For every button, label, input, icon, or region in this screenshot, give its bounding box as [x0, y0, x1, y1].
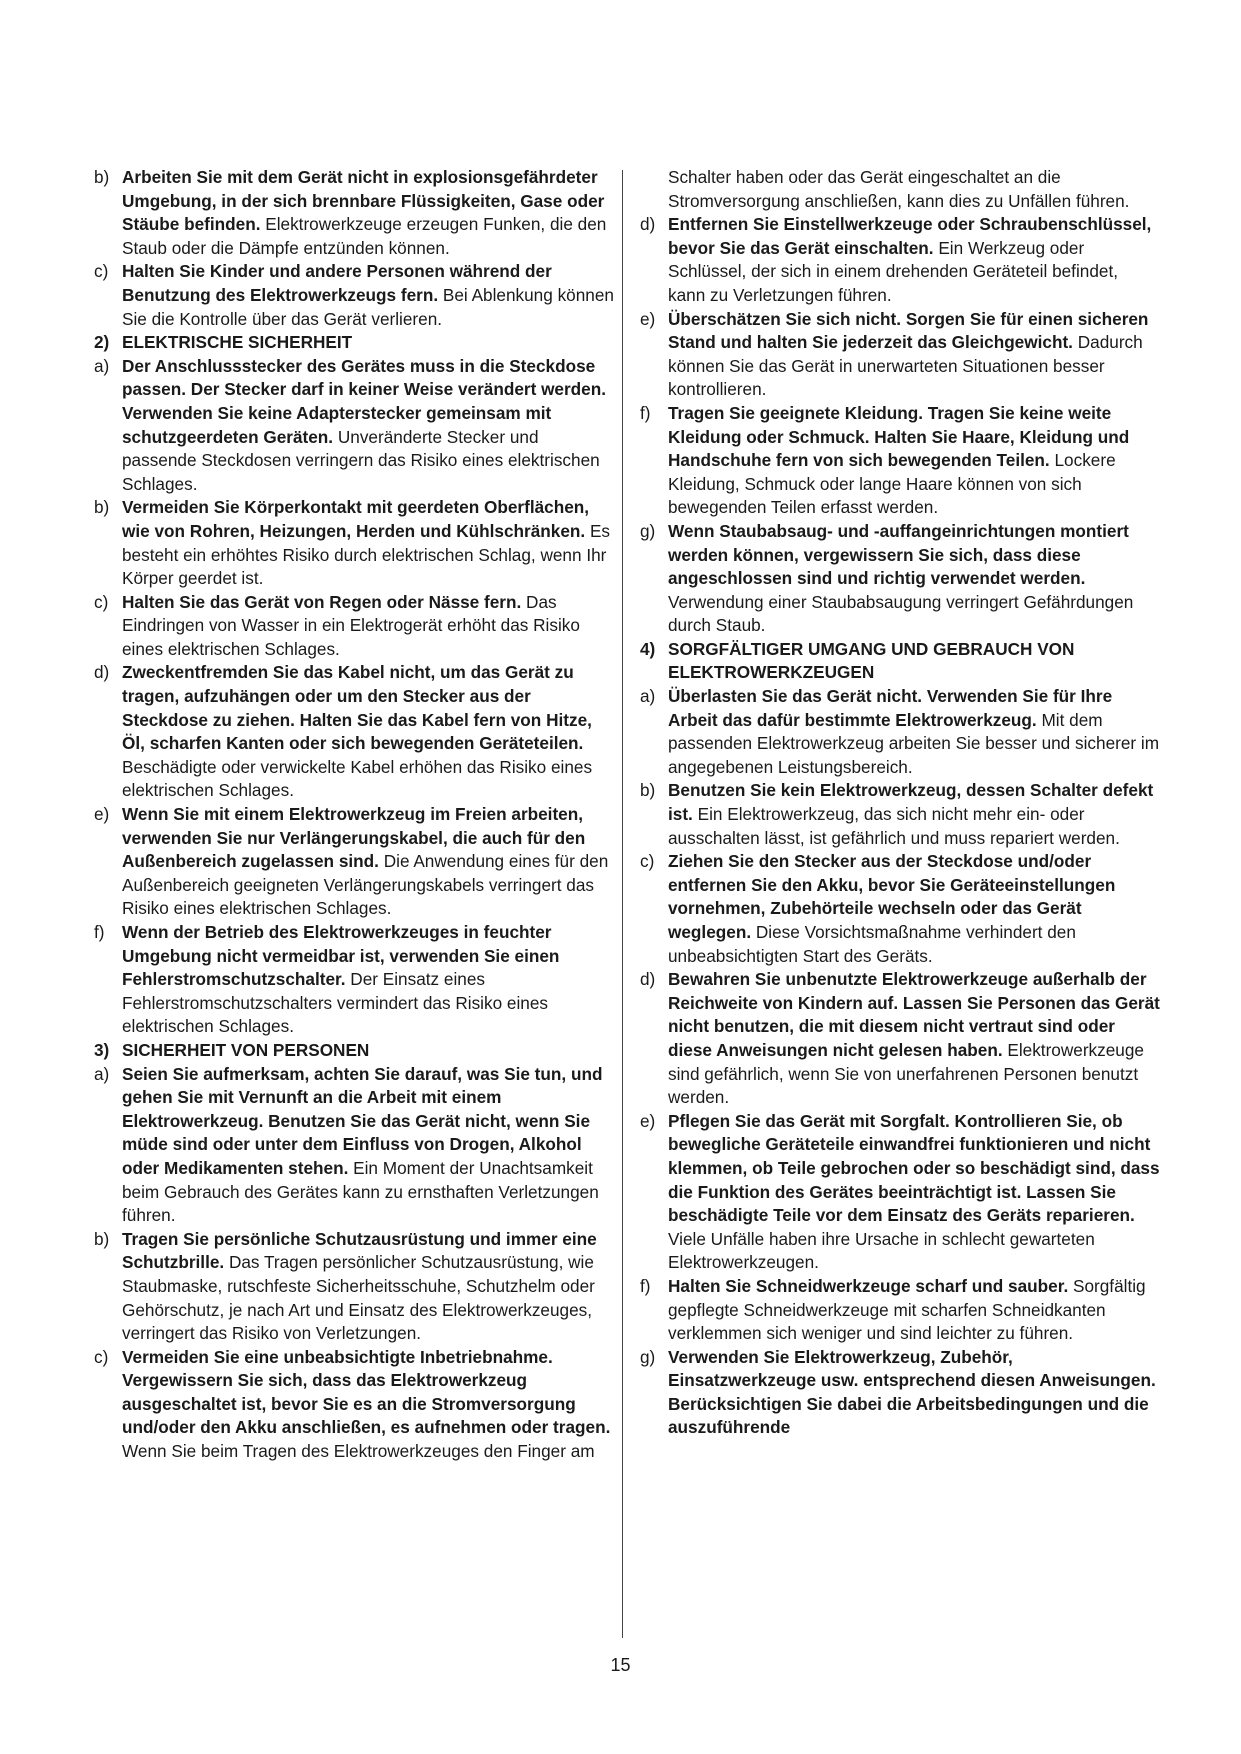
list-item	[94, 260, 614, 331]
item-explanation: Sorgfältig gepflegte Schneidwerkzeuge mit scharfen Schneidkanten verklemmen sich weniger und sind leichter zu führen.	[668, 1275, 1146, 1344]
item-warning: Verwenden Sie Elektrowerkzeug, Zubehör, Einsatzwerkzeuge usw. entsprechend diesen Anweisungen. Berücksichtigen Sie dabei die Arbeitsbedingungen und die auszuführende	[668, 1346, 1156, 1438]
item-body	[122, 355, 614, 497]
item-explanation: Diese Vorsichtsmaßnahme verhindert den unbeabsichtigten Start des Geräts.	[668, 922, 1076, 966]
item-marker: g)	[640, 1346, 656, 1367]
item-explanation: Das Eindringen von Wasser in ein Elektrogerät erhöht das Risiko eines elektrischen Schlages.	[122, 591, 580, 659]
list-item	[640, 213, 1160, 307]
list-item	[94, 803, 614, 921]
item-marker: c)	[94, 1346, 109, 1367]
item-explanation: Dadurch können Sie das Gerät in unerwarteten Situationen besser kontrollieren.	[668, 332, 1143, 400]
list-item	[94, 1228, 614, 1346]
list-item	[94, 921, 614, 1039]
item-warning: Überschätzen Sie sich nicht. Sorgen Sie für einen sicheren Stand und halten Sie jederzeit das Gleichgewicht.	[668, 308, 1149, 353]
item-explanation: Der Einsatz eines Fehlerstromschutzschalters vermindert das Risiko eines elektrischen Schlages.	[122, 969, 549, 1037]
item-warning: Tragen Sie persönliche Schutzausrüstung und immer eine Schutzbrille.	[122, 1228, 597, 1273]
item-marker: e)	[640, 308, 656, 329]
item-marker: b)	[640, 780, 656, 801]
section-number: 3)	[94, 1039, 110, 1060]
list-item	[640, 850, 1160, 968]
section-heading	[640, 638, 1160, 685]
item-marker: b)	[94, 497, 110, 518]
item-explanation: Mit dem passenden Elektrowerkzeug arbeiten Sie besser und sicherer im angegebenen Leistungsbereich.	[668, 709, 1160, 777]
item-marker: a)	[94, 355, 110, 376]
item-marker: e)	[640, 1110, 656, 1131]
item-warning: Pflegen Sie das Gerät mit Sorgfalt. Kontrollieren Sie, ob bewegliche Geräteteile einwandfrei funktionieren und nicht klemmen, ob Teile gebrochen oder so beschädigt sind, dass die Funktion des Gerätes beeinträchtigt ist. Lassen Sie beschädigte Teile vor dem Einsatz des Geräts reparieren.	[668, 1110, 1160, 1226]
item-marker: a)	[640, 686, 656, 707]
item-marker: c)	[640, 851, 655, 872]
item-body	[668, 850, 1160, 968]
right-column	[640, 166, 1160, 1440]
item-explanation: Unveränderte Stecker und passende Steckdosen verringern das Risiko eines elektrischen Schlages.	[122, 426, 600, 494]
item-body	[668, 213, 1160, 307]
item-warning: Wenn der Betrieb des Elektrowerkzeuges in feuchter Umgebung nicht vermeidbar ist, verwenden Sie einen Fehlerstromschutzschalter.	[122, 922, 560, 990]
list-item	[640, 308, 1160, 402]
list-item	[94, 1346, 614, 1464]
item-marker: c)	[94, 591, 109, 612]
item-warning: Halten Sie Kinder und andere Personen während der Benutzung des Elektrowerkzeugs fern.	[122, 261, 552, 305]
section-title: ELEKTRISCHE SICHERHEIT	[122, 332, 353, 353]
left-column	[94, 166, 614, 1464]
item-explanation: Bei Ablenkung können Sie die Kontrolle über das Gerät verlieren.	[122, 284, 614, 329]
item-marker: f)	[94, 922, 105, 942]
list-item	[640, 1346, 1160, 1440]
item-body	[122, 260, 614, 331]
item-marker: d)	[640, 969, 656, 990]
item-body	[122, 591, 614, 662]
item-warning: Halten Sie das Gerät von Regen oder Nässe fern.	[122, 591, 522, 612]
list-item	[94, 1063, 614, 1228]
item-marker: c)	[94, 261, 109, 282]
column-divider	[622, 170, 623, 1638]
item-explanation: Elektrowerkzeuge sind gefährlich, wenn Sie von unerfahrenen Personen benutzt werden.	[668, 1039, 1144, 1108]
item-body	[668, 402, 1160, 520]
list-item	[640, 685, 1160, 779]
item-marker: e)	[94, 804, 110, 825]
item-explanation: Ein Elektrowerkzeug, das sich nicht mehr ein- oder ausschalten lässt, ist gefährlich und muss repariert werden.	[668, 804, 1120, 848]
item-warning: Wenn Staubabsaug- und -auffangeinrichtungen montiert werden können, vergewissern Sie sich, dass diese angeschlossen sind und richtig verwendet werden.	[668, 520, 1129, 589]
item-marker: f)	[640, 1275, 651, 1296]
item-marker: f)	[640, 402, 651, 423]
item-explanation: Ein Werkzeug oder Schlüssel, der sich in einem drehenden Geräteteil befindet, kann zu Verletzungen führen.	[668, 237, 1119, 305]
section-heading	[94, 1039, 614, 1063]
list-item	[94, 496, 614, 590]
section-number: 4)	[640, 638, 656, 659]
item-explanation: Elektrowerkzeuge erzeugen Funken, die den Staub oder die Dämpfe entzünden können.	[122, 214, 607, 258]
item-body	[668, 520, 1160, 638]
list-item	[640, 1275, 1160, 1346]
item-body	[668, 968, 1160, 1110]
item-body	[668, 779, 1160, 850]
item-body	[668, 1275, 1160, 1346]
item-body	[122, 1228, 614, 1346]
item-explanation: Die Anwendung eines für den Außenbereich geeigneten Verlängerungskabels verringert das Risiko eines elektrischen Schlages.	[122, 851, 609, 919]
item-explanation: Verwendung einer Staubabsaugung verringert Gefährdungen durch Staub.	[668, 591, 1134, 636]
section-heading	[94, 331, 614, 355]
item-body	[122, 496, 614, 590]
item-marker: b)	[94, 167, 110, 187]
list-item	[94, 661, 614, 803]
item-warning: Seien Sie aufmerksam, achten Sie darauf, was Sie tun, und gehen Sie mit Vernunft an die Arbeit mit einem Elektrowerkzeug. Benutzen Sie das Gerät nicht, wenn Sie müde sind oder unter dem Einfluss von Drogen, Alkohol oder Medikamenten stehen.	[122, 1063, 603, 1178]
list-item	[640, 779, 1160, 850]
item-explanation: Es besteht ein erhöhtes Risiko durch elektrischen Schlag, wenn Ihr Körper geerdet ist.	[122, 520, 611, 589]
list-item	[640, 402, 1160, 520]
item-warning: Ziehen Sie den Stecker aus der Steckdose und/oder entfernen Sie den Akku, bevor Sie Geräteeinstellungen vornehmen, Zubehörteile wechseln oder das Gerät weglegen.	[668, 851, 1116, 942]
item-marker: d)	[94, 662, 110, 683]
item-explanation: Beschädigte oder verwickelte Kabel erhöhen das Risiko eines elektrischen Schlages.	[122, 756, 593, 801]
item-body	[668, 1346, 1160, 1440]
item-marker: g)	[640, 520, 656, 541]
item-explanation: Ein Moment der Unachtsamkeit beim Gebrauch des Gerätes kann zu ernsthaften Verletzungen führen.	[122, 1157, 599, 1226]
item-body	[122, 921, 614, 1039]
list-item	[640, 1110, 1160, 1275]
item-warning: Entfernen Sie Einstellwerkzeuge oder Schraubenschlüssel, bevor Sie das Gerät einschalten.	[668, 214, 1152, 258]
item-explanation: Viele Unfälle haben ihre Ursache in schlecht gewarteten Elektrowerkzeugen.	[668, 1228, 1095, 1273]
item-warning: Wenn Sie mit einem Elektrowerkzeug im Freien arbeiten, verwenden Sie nur Verlängerungskabel, die auch für den Außenbereich zugelassen sind.	[122, 804, 586, 872]
item-body	[122, 661, 614, 803]
section-number: 2)	[94, 332, 110, 353]
item-body	[122, 166, 614, 260]
item-warning: Vermeiden Sie Körperkontakt mit geerdeten Oberflächen, wie von Rohren, Heizungen, Herden und Kühlschränken.	[122, 497, 590, 541]
item-explanation: Das Tragen persönlicher Schutzausrüstung, wie Staubmaske, rutschfeste Sicherheitsschuhe, Schutzhelm oder Gehörschutz, je nach Art und Einsatz des Elektrowerkzeuges, verringert das Risiko von Verletzungen.	[122, 1252, 595, 1344]
list-item	[640, 968, 1160, 1110]
item-body	[122, 803, 614, 921]
item-warning: Arbeiten Sie mit dem Gerät nicht in explosionsgefährdeter Umgebung, in der sich brennbare Flüssigkeiten, Gase oder Stäube befinden.	[122, 167, 605, 235]
item-warning: Bewahren Sie unbenutzte Elektrowerkzeuge außerhalb der Reichweite von Kindern auf. Lassen Sie Personen das Gerät nicht benutzen, die mit diesem nicht vertraut sind oder diese Anweisungen nicht gelesen haben.	[668, 969, 1160, 1060]
page-number: 15	[610, 1655, 631, 1675]
list-item	[640, 520, 1160, 638]
item-warning: Tragen Sie geeignete Kleidung. Tragen Sie keine weite Kleidung oder Schmuck. Halten Sie Haare, Kleidung und Handschuhe fern von sich bewegenden Teilen.	[668, 402, 1130, 471]
continued-text: Schalter haben oder das Gerät eingeschaltet an die Stromversorgung anschließen, kann dies zu Unfällen führen.	[668, 167, 1130, 211]
item-marker: a)	[94, 1063, 110, 1084]
item-warning: Halten Sie Schneidwerkzeuge scharf und sauber.	[668, 1275, 1069, 1296]
item-body	[122, 1063, 614, 1228]
item-marker: b)	[94, 1228, 110, 1249]
section-title: SICHERHEIT VON PERSONEN	[122, 1039, 370, 1060]
item-warning: Benutzen Sie kein Elektrowerkzeug, dessen Schalter defekt ist.	[668, 780, 1154, 825]
item-marker: d)	[640, 214, 656, 235]
item-body	[668, 1110, 1160, 1275]
item-explanation: Lockere Kleidung, Schmuck oder lange Haare können von sich bewegenden Teilen erfasst werden.	[668, 450, 1116, 518]
item-explanation: Wenn Sie beim Tragen des Elektrowerkzeuges den Finger am	[122, 1441, 595, 1462]
list-item	[94, 166, 614, 260]
item-body	[668, 685, 1160, 779]
item-warning: Der Anschlussstecker des Gerätes muss in die Steckdose passen. Der Stecker darf in keiner Weise verändert werden. Verwenden Sie keine Adapterstecker gemeinsam mit schutzgeerdeten Geräten.	[122, 355, 607, 447]
section-title: SORGFÄLTIGER UMGANG UND GEBRAUCH VON ELEKTROWERKZEUGEN	[668, 638, 1075, 683]
item-body	[668, 308, 1160, 402]
item-body	[122, 1346, 614, 1464]
item-warning: Vermeiden Sie eine unbeabsichtigte Inbetriebnahme. Vergewissern Sie sich, dass das Elektrowerkzeug ausgeschaltet ist, bevor Sie es an die Stromversorgung und/oder den Akku anschließen, es aufnehmen oder tragen.	[122, 1346, 611, 1438]
item-warning: Zweckentfremden Sie das Kabel nicht, um das Gerät zu tragen, aufzuhängen oder um den Stecker aus der Steckdose zu ziehen. Halten Sie das Kabel fern von Hitze, Öl, scharfen Kanten oder sich bewegenden Geräteteilen.	[122, 662, 592, 754]
item-warning: Überlasten Sie das Gerät nicht. Verwenden Sie für Ihre Arbeit das dafür bestimmte Elektrowerkzeug.	[668, 686, 1113, 730]
list-item	[94, 591, 614, 662]
list-item	[94, 355, 614, 497]
